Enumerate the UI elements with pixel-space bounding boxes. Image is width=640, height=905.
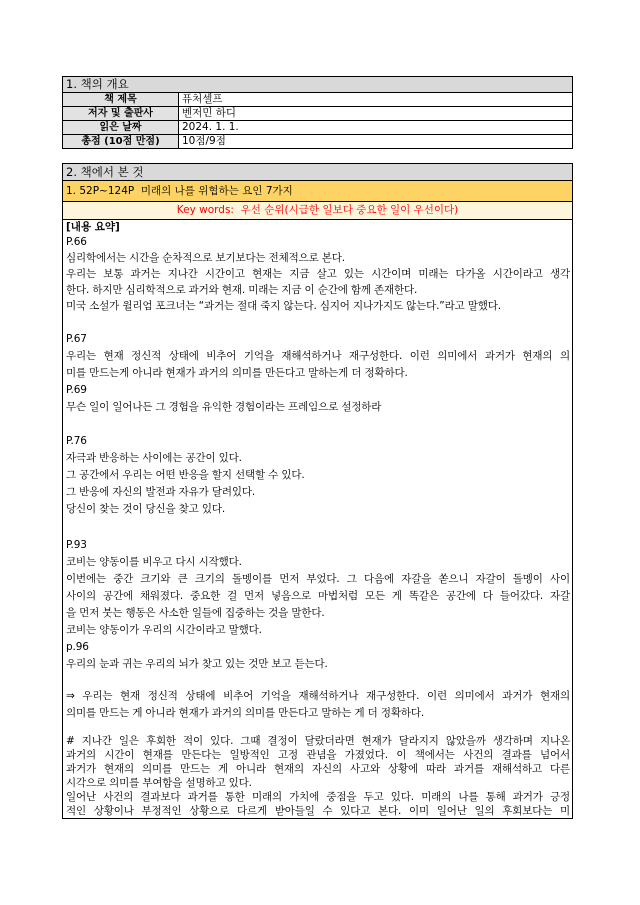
summary-line: 미를 만드는게 아니라 현재가 과거의 의미를 만든다고 말하는게 더 정확하다. (66, 367, 408, 379)
value-total-score: 10점/9점 (182, 135, 226, 147)
summary-line: 당신이 찾는 것이 당신을 찾고 있다. (66, 503, 226, 515)
summary-heading: [내용 요약] (66, 221, 120, 233)
label-total-score: 총점 (10점 만점) (63, 135, 179, 148)
summary-line: 코비는 양동이를 비우고 다시 시작했다. (66, 556, 242, 568)
summary-line: 이번에는 중간 크기와 큰 크기의 돌멩이를 먼저 부었다. 그 다음에 자갈을 쏟으니 자갈이 돌멩이 사이 (66, 573, 570, 585)
summary-line: 과거가 현재의 의미를 만드는 게 아니라 현재의 자신의 사고와 상황에 따라 과거를 재해석하고 다른 (66, 763, 570, 775)
book-overview-table (62, 76, 573, 149)
summary-paragraph (66, 501, 570, 518)
summary-line: 시각으로 의미를 부여함을 설명하고 있다. (66, 777, 252, 789)
value-author-publisher: 벤저민 하디 (182, 107, 237, 119)
book-content-table (62, 163, 573, 819)
summary-line: 자극과 반응하는 사이에는 공간이 있다. (66, 452, 242, 464)
value-read-date: 2024. 1. 1. (182, 121, 239, 133)
summary-line: 코비는 양동이가 우리의 시간이라고 말했다. (66, 624, 262, 636)
summary-paragraph (66, 382, 570, 399)
summary-line: 사이의 공간에 채워졌다. 중요한 걸 먼저 넣음으로 마법처럼 모든 게 똑같은 공간에 다 들어갔다. 자갈 (66, 590, 570, 602)
summary-paragraph (66, 537, 570, 554)
overview-row-date (63, 120, 572, 134)
summary-line: ⇒ 우리는 현재 정신적 상태에 비추어 기억을 재해석하거나 재구성한다. 이런 의미에서 과거가 현재의 (66, 690, 570, 702)
summary-line: 을 먼저 붓는 행동은 사소한 일들에 집중하는 것을 말한다. (66, 607, 325, 619)
summary-block (66, 433, 570, 518)
summary-line: 무슨 일이 일어나든 그 경험을 유익한 경험이라는 프레임으로 설정하라 (66, 401, 382, 413)
summary-line: 적인 상황이나 부정적인 상황으로 다르게 받아들일 수 있다고 본다. 이미 일어난 일의 후회보다는 미 (66, 805, 570, 817)
summary-paragraph (66, 571, 570, 622)
summary-line: 우리는 보통 과거는 지나간 시간이고 현재는 지금 살고 있는 시간이며 미래는 다가올 시간이라고 생각 (66, 268, 570, 280)
summary-content-cell (63, 219, 572, 818)
summary-line: 한다. 하지만 심리학적으로 과거와 현재. 미래는 지금 이 순간에 함께 존재한다. (66, 284, 418, 296)
summary-line: 그 반응에 자신의 발전과 자유가 달려있다. (66, 486, 256, 498)
summary-paragraph (66, 688, 570, 722)
summary-line: 그 공간에서 우리는 어떤 반응을 할지 선택할 수 있다. (66, 469, 305, 481)
summary-line: 일어난 사건의 결과보다 과거를 통한 미래의 가치에 중점을 두고 있다. 미래의 나를 통해 과거가 긍정 (66, 791, 570, 803)
overview-row-title (63, 92, 572, 106)
summary-paragraph (66, 298, 570, 314)
summary-line: P.66 (66, 236, 87, 248)
summary-line: 우리의 눈과 귀는 우리의 뇌가 찾고 있는 것만 보고 듣는다. (66, 658, 328, 670)
summary-line: 의미를 만드는 게 아니라 현재가 과거의 의미를 만든다고 말하는 게 더 정확하다. (66, 707, 425, 719)
summary-line: 과거의 시간이 현재를 만든다는 일방적인 고정 관념을 가졌었다. 이 책에서는 사건의 결과를 넘어서 (66, 749, 570, 761)
summary-line: 우리는 현재 정신적 상태에 비추어 기억을 재해석하거나 재구성한다. 이런 의미에서 과거가 현재의 의 (66, 350, 570, 362)
summary-block (66, 331, 570, 416)
section-header-content: 2. 책에서 본 것 (63, 164, 572, 180)
summary-paragraph (66, 554, 570, 571)
summary-paragraph (66, 331, 570, 348)
value-book-title: 퓨처셀프 (182, 93, 223, 105)
summary-paragraph (66, 234, 570, 250)
overview-row-score (63, 134, 572, 148)
summary-paragraph (66, 450, 570, 467)
summary-paragraph (66, 250, 570, 266)
summary-line: 심리학에서는 시간을 순차적으로 보기보다는 전체적으로 본다. (66, 252, 345, 264)
summary-line: # 지나간 일은 후회한 적이 있다. 그때 결정이 달랐더라면 현재가 달라지지 않았을까 생각하며 지나온 (66, 735, 570, 747)
label-book-title: 책 제목 (63, 93, 179, 106)
summary-paragraph (66, 484, 570, 501)
overview-row-author (63, 106, 572, 120)
section-header-overview: 1. 책의 개요 (63, 77, 572, 92)
summary-block (66, 734, 570, 818)
summary-paragraph (66, 266, 570, 298)
summary-paragraph (66, 467, 570, 484)
summary-line: 미국 소설가 윌리엄 포크너는 “과거는 절대 죽지 않는다. 심지어 지나가지도 않는다.”라고 말했다. (66, 300, 501, 312)
summary-block (66, 537, 570, 673)
summary-paragraph (66, 622, 570, 639)
summary-paragraph (66, 399, 570, 416)
summary-paragraph (66, 734, 570, 790)
label-author-publisher: 저자 및 출판사 (63, 107, 179, 120)
summary-paragraph (66, 348, 570, 382)
summary-line: p.96 (66, 641, 89, 653)
summary-paragraph (66, 790, 570, 818)
keywords-row: Key words: 우선 순위(시급한 일보다 중요한 일이 우선이다) (63, 201, 572, 219)
summary-paragraph (66, 433, 570, 450)
summary-line: P.93 (66, 539, 87, 551)
summary-line: P.67 (66, 333, 87, 345)
summary-paragraph (66, 656, 570, 673)
summary-paragraph (66, 639, 570, 656)
item-title-row: 1. 52P~124P 미래의 나를 위협하는 요인 7가지 (63, 180, 572, 201)
label-read-date: 읽은 날짜 (63, 121, 179, 134)
summary-block (66, 688, 570, 722)
summary-line: P.76 (66, 435, 87, 447)
summary-block (66, 234, 570, 314)
summary-line: P.69 (66, 384, 87, 396)
